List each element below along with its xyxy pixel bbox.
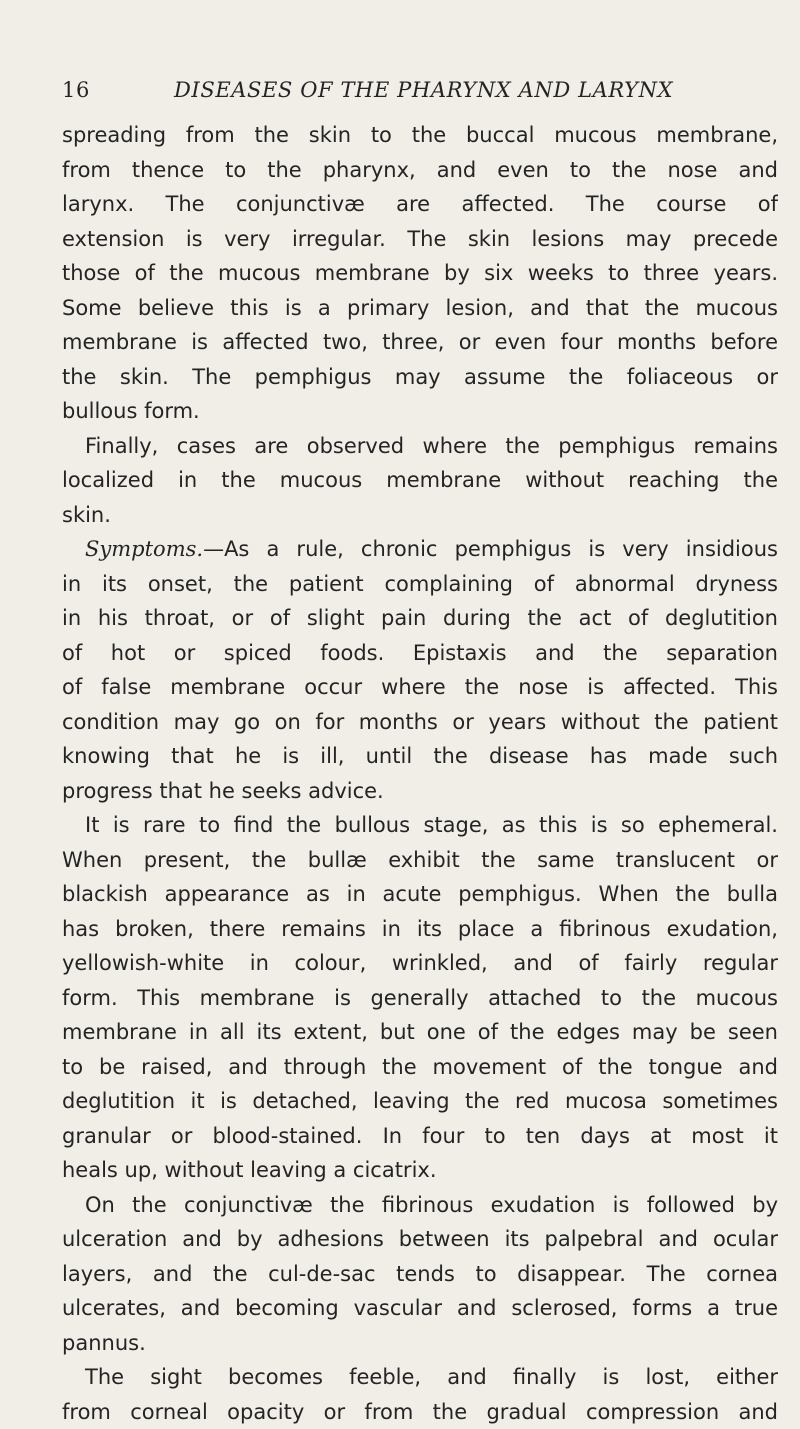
text-line: spreading from the skin to the buccal mucous membrane,	[62, 118, 778, 153]
text-line: to be raised, and through the movement of the tongue and	[62, 1050, 778, 1085]
text-line: condition may go on for months or years without the patient	[62, 705, 778, 740]
body-text	[62, 118, 778, 1429]
text-line: ulcerates, and becoming vascular and sclerosed, forms a true	[62, 1291, 778, 1326]
text-line: knowing that he is ill, until the disease has made such	[62, 739, 778, 774]
symptoms-heading: Symptoms.	[85, 537, 203, 561]
text-line: heals up, without leaving a cicatrix.	[62, 1153, 778, 1188]
text-line: deglutition it is detached, leaving the red mucosa sometimes	[62, 1084, 778, 1119]
text-line: membrane in all its extent, but one of the edges may be seen	[62, 1015, 778, 1050]
text-line: of false membrane occur where the nose is affected. This	[62, 670, 778, 705]
text-line: of hot or spiced foods. Epistaxis and the separation	[62, 636, 778, 671]
text-line: Some believe this is a primary lesion, and that the mucous	[62, 291, 778, 326]
symptoms-first-line: —As a rule, chronic pemphigus is very insidious	[203, 537, 778, 561]
text-line: blackish appearance as in acute pemphigus. When the bulla	[62, 877, 778, 912]
running-header	[62, 78, 702, 112]
text-line: ulceration and by adhesions between its palpebral and ocular	[62, 1222, 778, 1257]
running-head-title: DISEASES OF THE PHARYNX AND LARYNX	[174, 78, 673, 102]
text-line: those of the mucous membrane by six weeks to three years.	[62, 256, 778, 291]
page-number: 16	[62, 78, 90, 102]
text-line: layers, and the cul-de-sac tends to disappear. The cornea	[62, 1257, 778, 1292]
text-line: yellowish-white in colour, wrinkled, and of fairly regular	[62, 946, 778, 981]
text-line: progress that he seeks advice.	[62, 774, 778, 809]
paragraph-start: On the conjunctivæ the fibrinous exudation is followed by	[62, 1188, 778, 1223]
paragraph-start: The sight becomes feeble, and finally is lost, either	[62, 1360, 778, 1395]
paragraph-start: It is rare to find the bullous stage, as this is so ephemeral.	[62, 808, 778, 843]
symptoms-paragraph-start	[62, 532, 778, 567]
text-line: from corneal opacity or from the gradual compression and	[62, 1395, 778, 1429]
text-line: extension is very irregular. The skin lesions may precede	[62, 222, 778, 257]
text-line: has broken, there remains in its place a fibrinous exudation,	[62, 912, 778, 947]
text-line: pannus.	[62, 1326, 778, 1361]
text-line: bullous form.	[62, 394, 778, 429]
text-line: from thence to the pharynx, and even to the nose and	[62, 153, 778, 188]
text-line: in its onset, the patient complaining of abnormal dryness	[62, 567, 778, 602]
text-line: granular or blood-stained. In four to ten days at most it	[62, 1119, 778, 1154]
text-line: the skin. The pemphigus may assume the foliaceous or	[62, 360, 778, 395]
text-line: membrane is affected two, three, or even four months before	[62, 325, 778, 360]
text-line: form. This membrane is generally attached to the mucous	[62, 981, 778, 1016]
text-line: in his throat, or of slight pain during the act of deglutition	[62, 601, 778, 636]
text-line: When present, the bullæ exhibit the same translucent or	[62, 843, 778, 878]
text-line: larynx. The conjunctivæ are affected. The course of	[62, 187, 778, 222]
paragraph-start: Finally, cases are observed where the pemphigus remains	[62, 429, 778, 464]
text-line: skin.	[62, 498, 778, 533]
text-line: localized in the mucous membrane without reaching the	[62, 463, 778, 498]
